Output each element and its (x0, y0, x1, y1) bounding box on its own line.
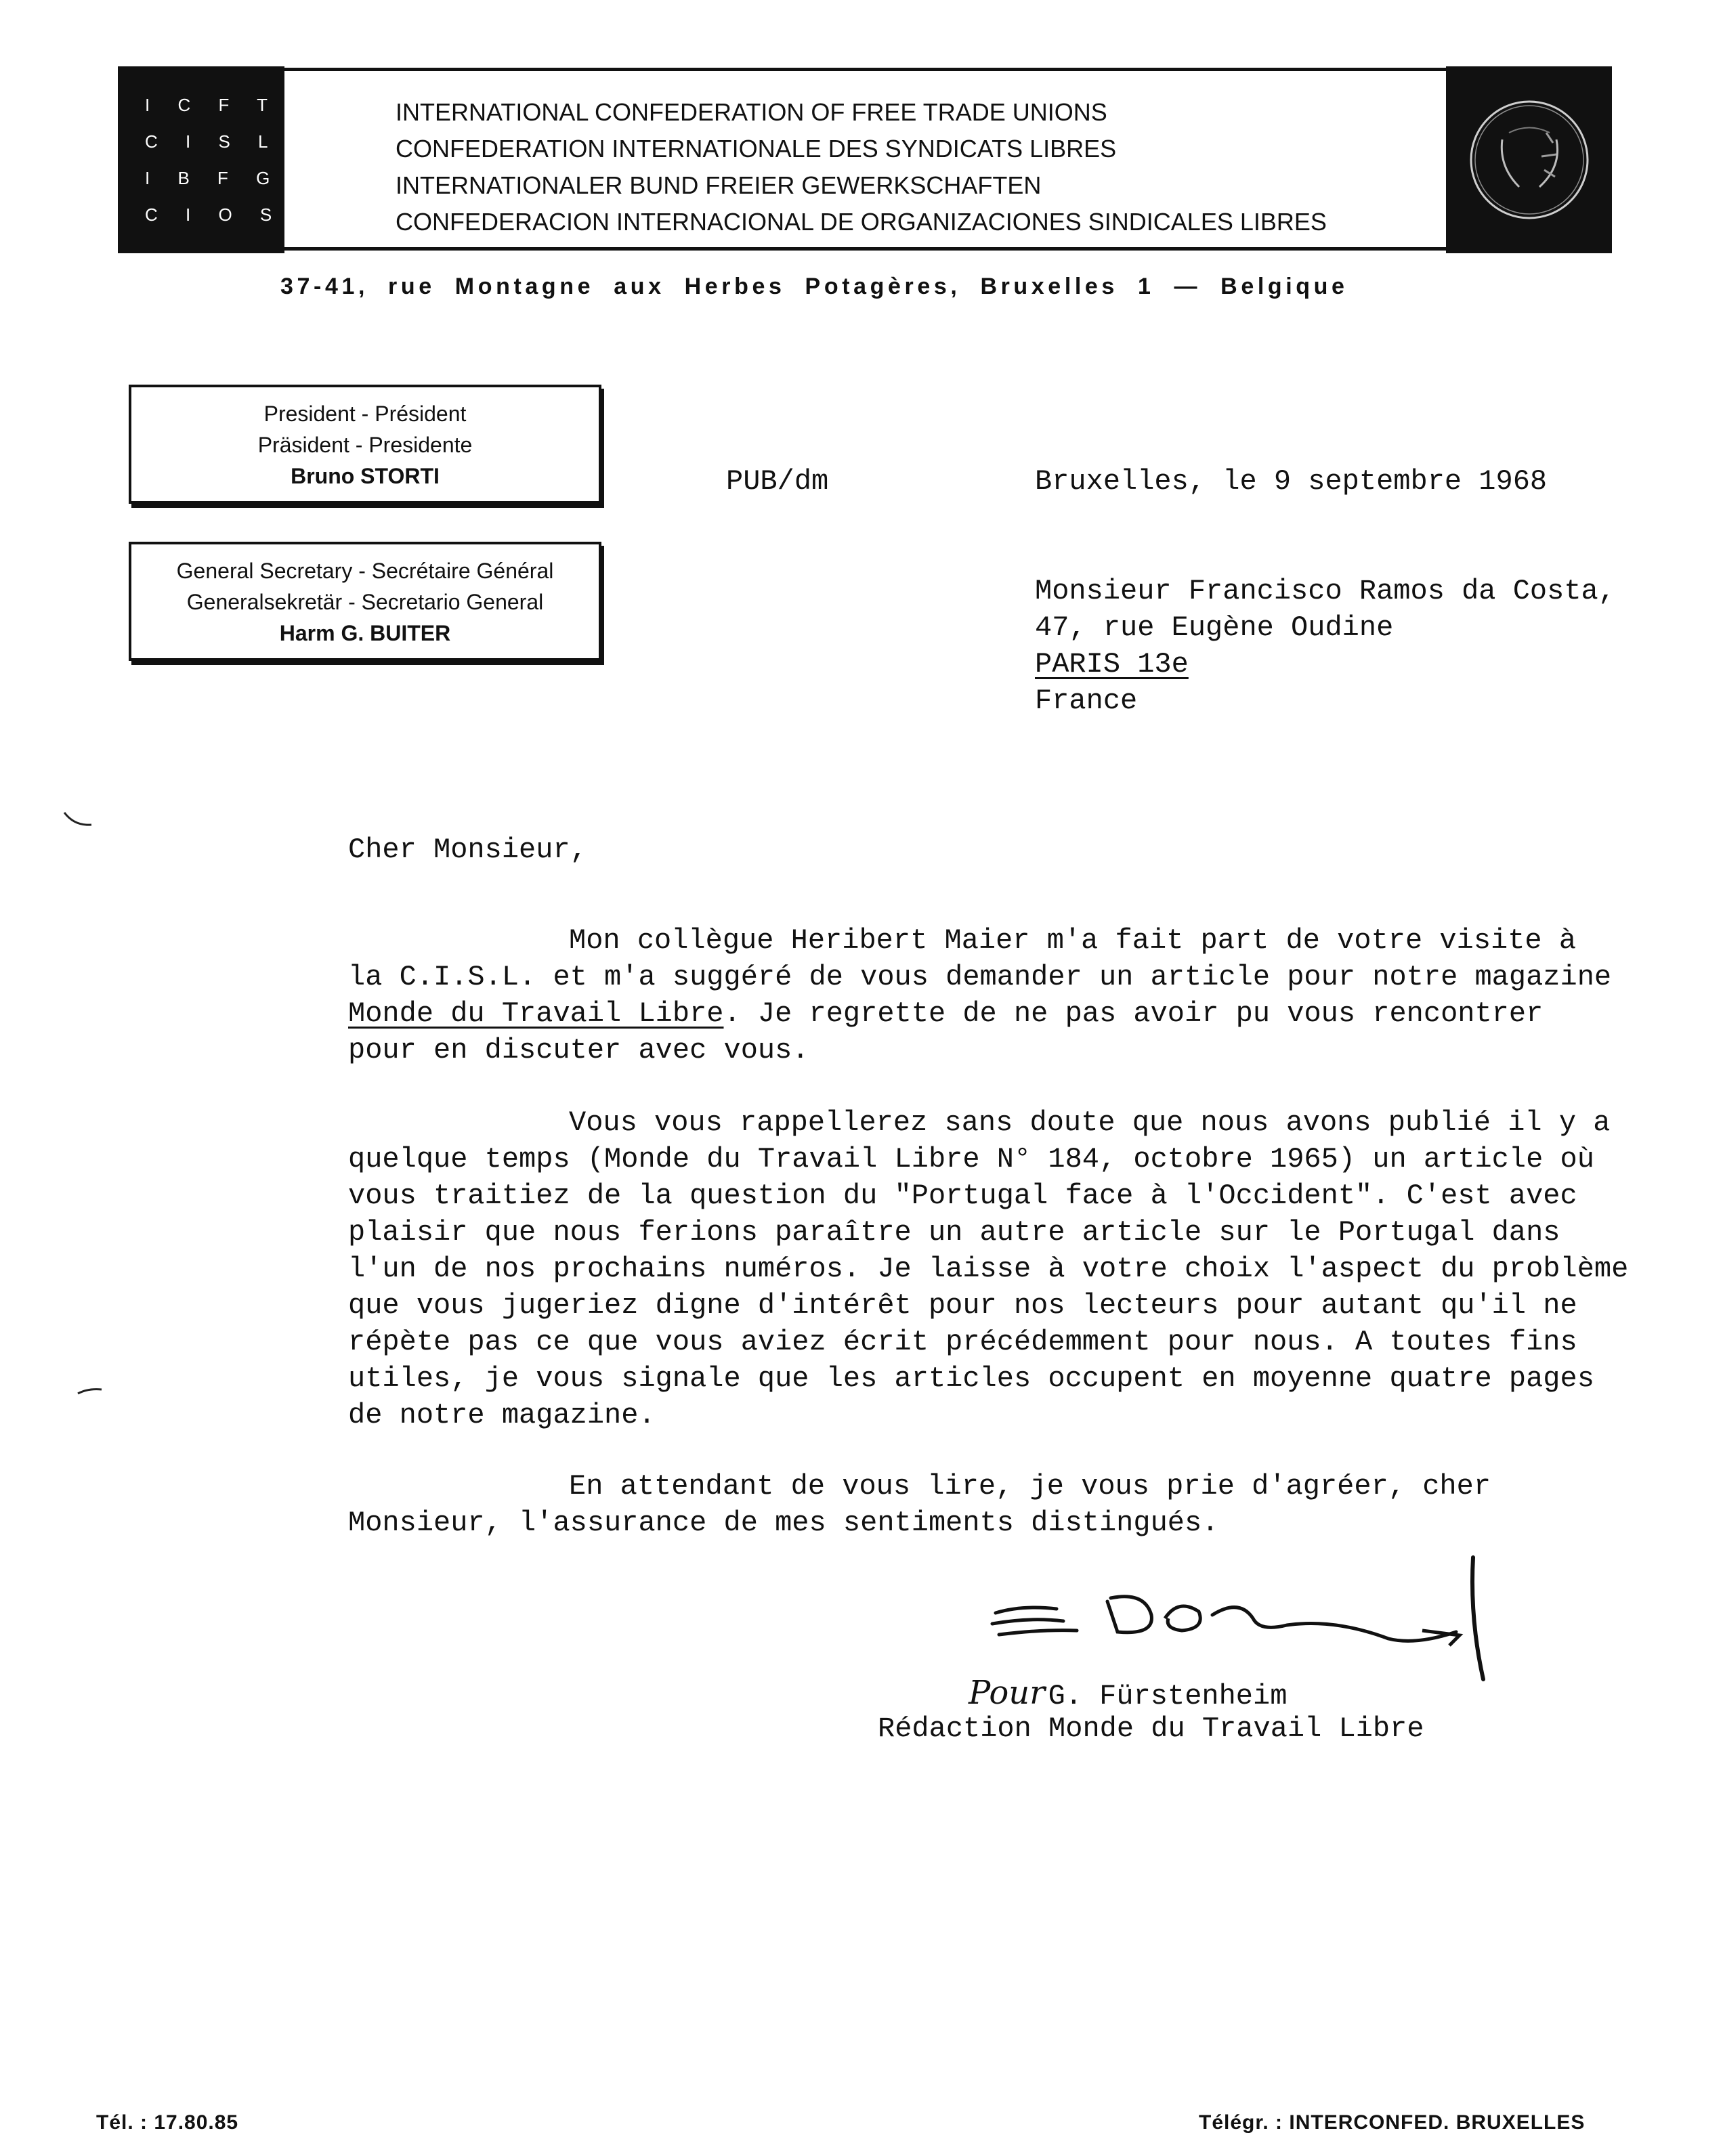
body-paragraph-2 (348, 1104, 1676, 1433)
president-title-line2: Präsident - Presidente (257, 433, 473, 457)
recipient-country: France (1035, 685, 1138, 717)
secretary-box (129, 542, 601, 661)
paragraph-line: Vous vous rappellerez sans doute que nous avons publié il y a (569, 1106, 1611, 1139)
signature-prefix-line (969, 1674, 1287, 1715)
president-title-line1: President - Président (263, 402, 467, 426)
president-box (129, 385, 601, 504)
handwritten-pour: Pour (969, 1674, 1046, 1712)
letter-reference: PUB/dm (726, 465, 829, 498)
paragraph-line: pour en discuter avec vous. (348, 1034, 809, 1066)
recipient-address (1035, 573, 1615, 719)
body-paragraph-3 (348, 1468, 1676, 1541)
recipient-name: Monsieur Francisco Ramos da Costa, (1035, 575, 1615, 607)
globe-emblem-icon (1462, 92, 1597, 228)
abbreviation-icftu: I C F T U (145, 95, 320, 115)
paragraph-line: plaisir que nous ferions paraître un autre article sur le Portugal dans (348, 1216, 1560, 1249)
footer-telegram: Télégr. : INTERCONFED. BRUXELLES (1199, 2111, 1586, 2134)
secretary-title-line2: Generalsekretär - Secretario General (186, 590, 544, 614)
footer-telephone: Tél. : 17.80.85 (96, 2111, 239, 2134)
org-name-english: INTERNATIONAL CONFEDERATION OF FREE TRADE UNIONS (396, 98, 1107, 126)
recipient-city: PARIS 13e (1035, 648, 1189, 681)
body-paragraph-1 (348, 922, 1676, 1069)
paragraph-line: En attendant de vous lire, je vous prie d'agréer, cher (569, 1470, 1491, 1503)
letterhead-emblem-block (1446, 66, 1612, 253)
margin-fold-mark-icon (61, 806, 102, 833)
salutation: Cher Monsieur, (348, 834, 587, 866)
letterhead-organization-names (284, 68, 1446, 251)
margin-punch-mark-icon (75, 1381, 108, 1402)
paragraph-line: Monsieur, l'assurance de mes sentiments distingués. (348, 1507, 1219, 1539)
abbreviation-ibfg: I B F G (145, 168, 282, 188)
president-name: Bruno STORTI (291, 464, 440, 488)
signatory-role: Rédaction Monde du Travail Libre (878, 1712, 1424, 1745)
paragraph-line: de notre magazine. (348, 1399, 656, 1431)
handwritten-signature (982, 1551, 1510, 1686)
org-name-spanish: CONFEDERACION INTERNACIONAL DE ORGANIZACIONES SINDICALES LIBRES (396, 208, 1327, 236)
paragraph-line: répète pas ce que vous aviez écrit précédemment pour nous. A toutes fins (348, 1326, 1577, 1358)
paragraph-line: quelque temps (Monde du Travail Libre N° 184, octobre 1965) un article où (348, 1143, 1594, 1176)
paragraph-line: que vous jugeriez digne d'intérêt pour nos lecteurs pour autant qu'il ne (348, 1289, 1577, 1322)
magazine-title: Monde du Travail Libre (348, 997, 724, 1030)
recipient-street: 47, rue Eugène Oudine (1035, 611, 1394, 644)
org-name-german: INTERNATIONALER BUND FREIER GEWERKSCHAFTEN (396, 171, 1042, 199)
paragraph-line-rest: . Je regrette de ne pas avoir pu vous rencontrer (723, 997, 1544, 1030)
paragraph-line: l'un de nos prochains numéros. Je laisse à votre choix l'aspect du problème (348, 1253, 1629, 1285)
secretary-title-line1: General Secretary - Secrétaire Général (176, 559, 554, 583)
paragraph-line: Mon collègue Heribert Maier m'a fait part de votre visite à (569, 924, 1577, 957)
letterhead-address: 37-41, rue Montagne aux Herbes Potagères, Bruxelles 1 — Belgique (280, 274, 1348, 299)
letterhead-abbreviations-block (118, 66, 321, 253)
letter-date: Bruxelles, le 9 septembre 1968 (1035, 465, 1548, 498)
paragraph-line: la C.I.S.L. et m'a suggéré de vous demander un article pour notre magazine (348, 961, 1612, 993)
org-name-french: CONFEDERATION INTERNATIONALE DES SYNDICATS LIBRES (396, 135, 1117, 163)
paragraph-line: utiles, je vous signale que les articles occupent en moyenne quatre pages (348, 1362, 1594, 1395)
secretary-name: Harm G. BUITER (279, 621, 451, 645)
abbreviation-ciosl: C I O S L (145, 204, 321, 225)
signatory-name: G. Fürstenheim (1048, 1680, 1288, 1712)
paragraph-line: vous traitiez de la question du "Portugal face à l'Occident". C'est avec (348, 1180, 1577, 1212)
abbreviation-cisl: C I S L (145, 131, 280, 152)
